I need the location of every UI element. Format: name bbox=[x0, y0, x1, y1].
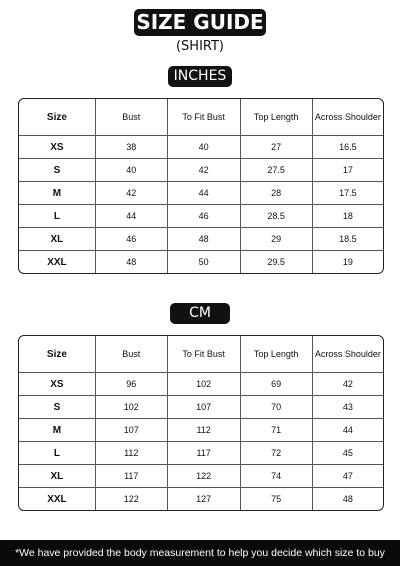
top-length-cell: 74 bbox=[241, 465, 313, 488]
table-row bbox=[19, 251, 383, 273]
size-cell: XXL bbox=[19, 488, 96, 510]
column-header: Top Length bbox=[241, 99, 313, 136]
size-cell: S bbox=[19, 159, 96, 182]
column-header: To Fit Bust bbox=[168, 336, 241, 373]
table-row bbox=[19, 205, 383, 228]
to-fit-bust-cell: 44 bbox=[168, 182, 241, 205]
across-shoulder-cell: 19 bbox=[342, 257, 353, 267]
garment-subtitle: (SHIRT) bbox=[175, 39, 225, 54]
top-length-cell: 71 bbox=[241, 419, 313, 442]
across-shoulder-cell: 43 bbox=[313, 396, 383, 419]
top-length-cell: 27 bbox=[241, 136, 313, 159]
to-fit-bust-cell: 42 bbox=[168, 159, 241, 182]
cm-section-label: CM bbox=[170, 303, 230, 324]
top-length-cell: 29 bbox=[241, 228, 313, 251]
inches-size-table bbox=[18, 98, 384, 274]
size-cell: XL bbox=[19, 465, 96, 488]
column-header: Across Shoulder bbox=[313, 336, 383, 373]
bust-cell: 122 bbox=[96, 488, 168, 510]
bust-cell: 112 bbox=[96, 442, 168, 465]
to-fit-bust-cell: 40 bbox=[168, 136, 241, 159]
top-length-cell: 69 bbox=[241, 373, 313, 396]
to-fit-bust-cell: 46 bbox=[168, 205, 241, 228]
to-fit-bust-cell: 117 bbox=[168, 442, 241, 465]
to-fit-bust-cell: 50 bbox=[168, 251, 241, 273]
table-row bbox=[19, 488, 383, 510]
bust-cell: 38 bbox=[96, 136, 168, 159]
bust-cell: 48 bbox=[96, 251, 168, 273]
top-length-cell: 70 bbox=[241, 396, 313, 419]
table-row bbox=[19, 373, 383, 396]
size-cell: XL bbox=[19, 228, 96, 251]
size-cell: L bbox=[19, 442, 96, 465]
top-length-cell: 75 bbox=[241, 488, 313, 510]
across-shoulder-cell: 45 bbox=[313, 442, 383, 465]
measurement-disclaimer: *We have provided the body measurement to help you decide which size to buy bbox=[0, 540, 400, 566]
to-fit-bust-cell: 107 bbox=[168, 396, 241, 419]
bust-cell: 96 bbox=[96, 373, 168, 396]
column-header: Size bbox=[19, 99, 96, 136]
size-cell: S bbox=[19, 396, 96, 419]
across-shoulder-cell: 42 bbox=[313, 373, 383, 396]
size-cell: XS bbox=[19, 373, 96, 396]
to-fit-bust-cell: 102 bbox=[168, 373, 241, 396]
column-header: Across Shoulder bbox=[313, 99, 383, 136]
bust-cell: 44 bbox=[96, 205, 168, 228]
table-row bbox=[19, 136, 383, 159]
across-shoulder-cell: 48 bbox=[342, 494, 353, 504]
top-length-cell: 29.5 bbox=[241, 251, 313, 273]
top-length-cell: 28 bbox=[241, 182, 313, 205]
table-row bbox=[19, 442, 383, 465]
size-cell: XS bbox=[19, 136, 96, 159]
bust-cell: 42 bbox=[96, 182, 168, 205]
inches-section-label: INCHES bbox=[168, 66, 232, 87]
size-guide-title: SIZE GUIDE bbox=[134, 9, 266, 36]
bust-cell: 117 bbox=[96, 465, 168, 488]
bust-cell: 46 bbox=[96, 228, 168, 251]
column-header: Size bbox=[19, 336, 96, 373]
across-shoulder-cell: 44 bbox=[313, 419, 383, 442]
top-length-cell: 72 bbox=[241, 442, 313, 465]
table-row bbox=[19, 465, 383, 488]
table-row bbox=[19, 228, 383, 251]
size-cell: L bbox=[19, 205, 96, 228]
to-fit-bust-cell: 127 bbox=[168, 488, 241, 510]
size-cell: M bbox=[19, 182, 96, 205]
bust-cell: 107 bbox=[96, 419, 168, 442]
cm-size-table bbox=[18, 335, 384, 511]
across-shoulder-cell: 16.5 bbox=[313, 136, 383, 159]
to-fit-bust-cell: 48 bbox=[168, 228, 241, 251]
table-row bbox=[19, 396, 383, 419]
top-length-cell: 28.5 bbox=[241, 205, 313, 228]
table-header-row bbox=[19, 99, 383, 136]
across-shoulder-cell: 47 bbox=[313, 465, 383, 488]
across-shoulder-cell: 18 bbox=[313, 205, 383, 228]
top-length-cell: 27.5 bbox=[241, 159, 313, 182]
column-header: To Fit Bust bbox=[168, 99, 241, 136]
to-fit-bust-cell: 112 bbox=[168, 419, 241, 442]
column-header: Bust bbox=[96, 336, 168, 373]
column-header: Bust bbox=[96, 99, 168, 136]
size-cell: M bbox=[19, 419, 96, 442]
column-header: Top Length bbox=[241, 336, 313, 373]
table-header-row bbox=[19, 336, 383, 373]
across-shoulder-cell: 18.5 bbox=[313, 228, 383, 251]
table-row bbox=[19, 419, 383, 442]
table-row bbox=[19, 182, 383, 205]
across-shoulder-cell: 17 bbox=[313, 159, 383, 182]
bust-cell: 102 bbox=[96, 396, 168, 419]
size-cell: XXL bbox=[19, 251, 96, 273]
table-row bbox=[19, 159, 383, 182]
bust-cell: 40 bbox=[96, 159, 168, 182]
across-shoulder-cell: 17.5 bbox=[313, 182, 383, 205]
to-fit-bust-cell: 122 bbox=[168, 465, 241, 488]
